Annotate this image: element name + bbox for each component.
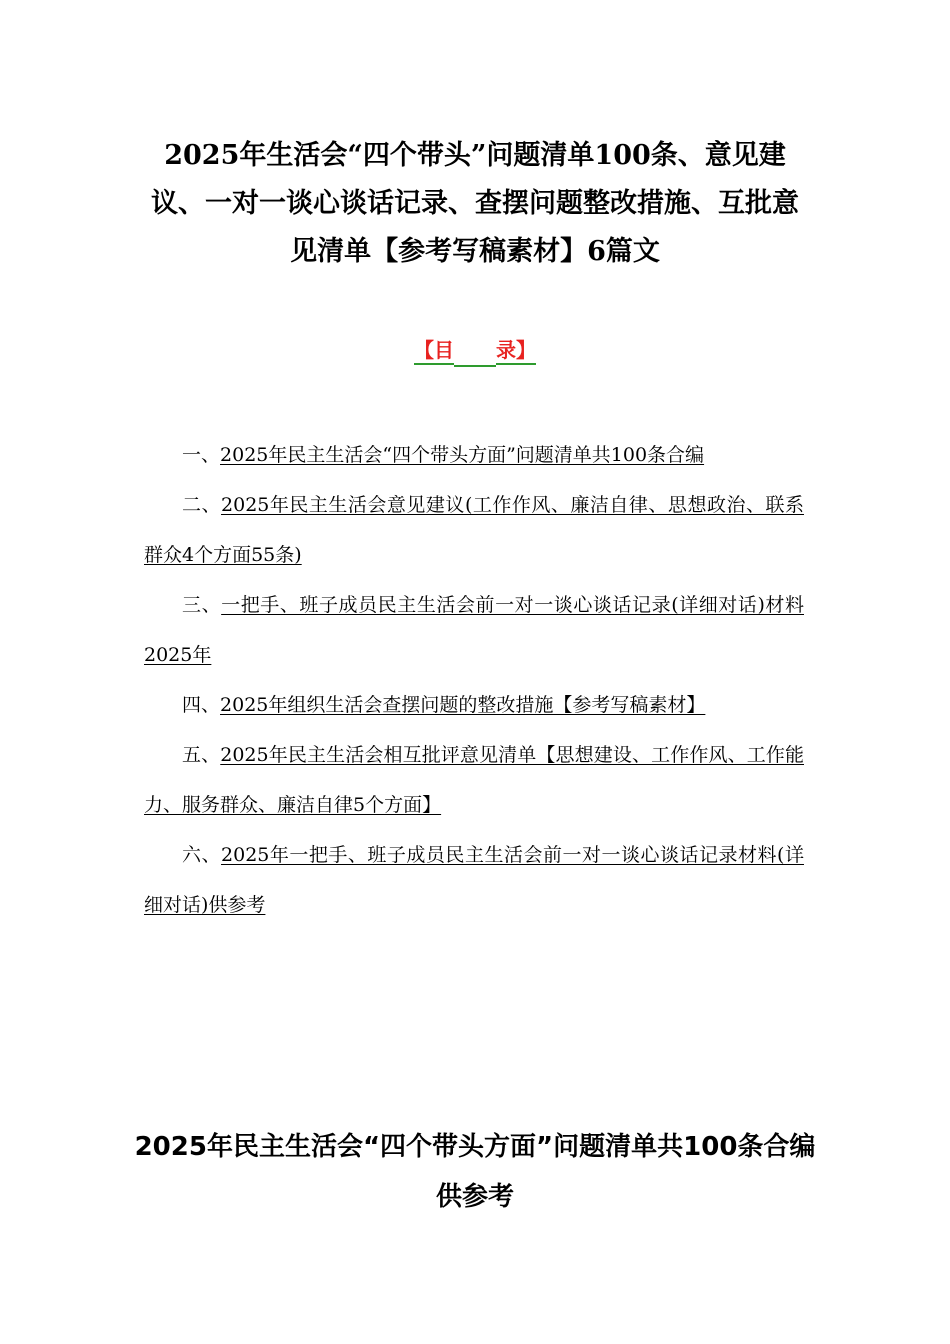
- toc-link-1[interactable]: 2025年民主生活会“四个带头方面”问题清单共100条合编: [220, 444, 705, 466]
- toc-item-number: 六、: [182, 844, 222, 866]
- toc-item-number: 二、: [182, 494, 222, 516]
- toc-link-5[interactable]: 2025年民主生活会相互批评意见清单【思想建设、工作作风、工作能力、服务群众、廉洁自律5个方面】: [144, 744, 804, 816]
- toc-item-4: [144, 680, 804, 730]
- document-title: 2025年生活会“四个带头”问题清单100条、意见建议、一对一谈心谈话记录、查摆问题整改措施、互批意见清单【参考写稿素材】6篇文: [151, 140, 799, 267]
- toc-link-6[interactable]: 2025年一把手、班子成员民主生活会前一对一谈心谈话记录材料(详细对话)供参考: [144, 844, 804, 916]
- toc-heading: [0, 336, 950, 367]
- toc-item-6: [144, 830, 804, 930]
- toc-item-number: 三、: [182, 594, 222, 616]
- toc-link-2[interactable]: 2025年民主生活会意见建议(工作作风、廉洁自律、思想政治、联系群众4个方面55条): [144, 494, 804, 566]
- toc-item-1: [144, 430, 804, 480]
- toc-item-3: [144, 580, 804, 680]
- toc-heading-left: 【目: [414, 338, 454, 365]
- toc-heading-gap: [454, 336, 496, 367]
- toc-link-4[interactable]: 2025年组织生活会查摆问题的整改措施【参考写稿素材】: [220, 694, 706, 716]
- toc-link-3[interactable]: 一把手、班子成员民主生活会前一对一谈心谈话记录(详细对话)材料2025年: [144, 594, 804, 666]
- toc-item-2: [144, 480, 804, 580]
- toc-heading-right: 录】: [496, 338, 536, 365]
- toc-item-5: [144, 730, 804, 830]
- toc-item-number: 一、: [182, 444, 221, 466]
- section-title: 2025年民主生活会“四个带头方面”问题清单共100条合编供参考: [134, 1132, 816, 1212]
- toc-list: [144, 430, 804, 930]
- toc-item-number: 四、: [182, 694, 221, 716]
- toc-item-number: 五、: [182, 744, 221, 766]
